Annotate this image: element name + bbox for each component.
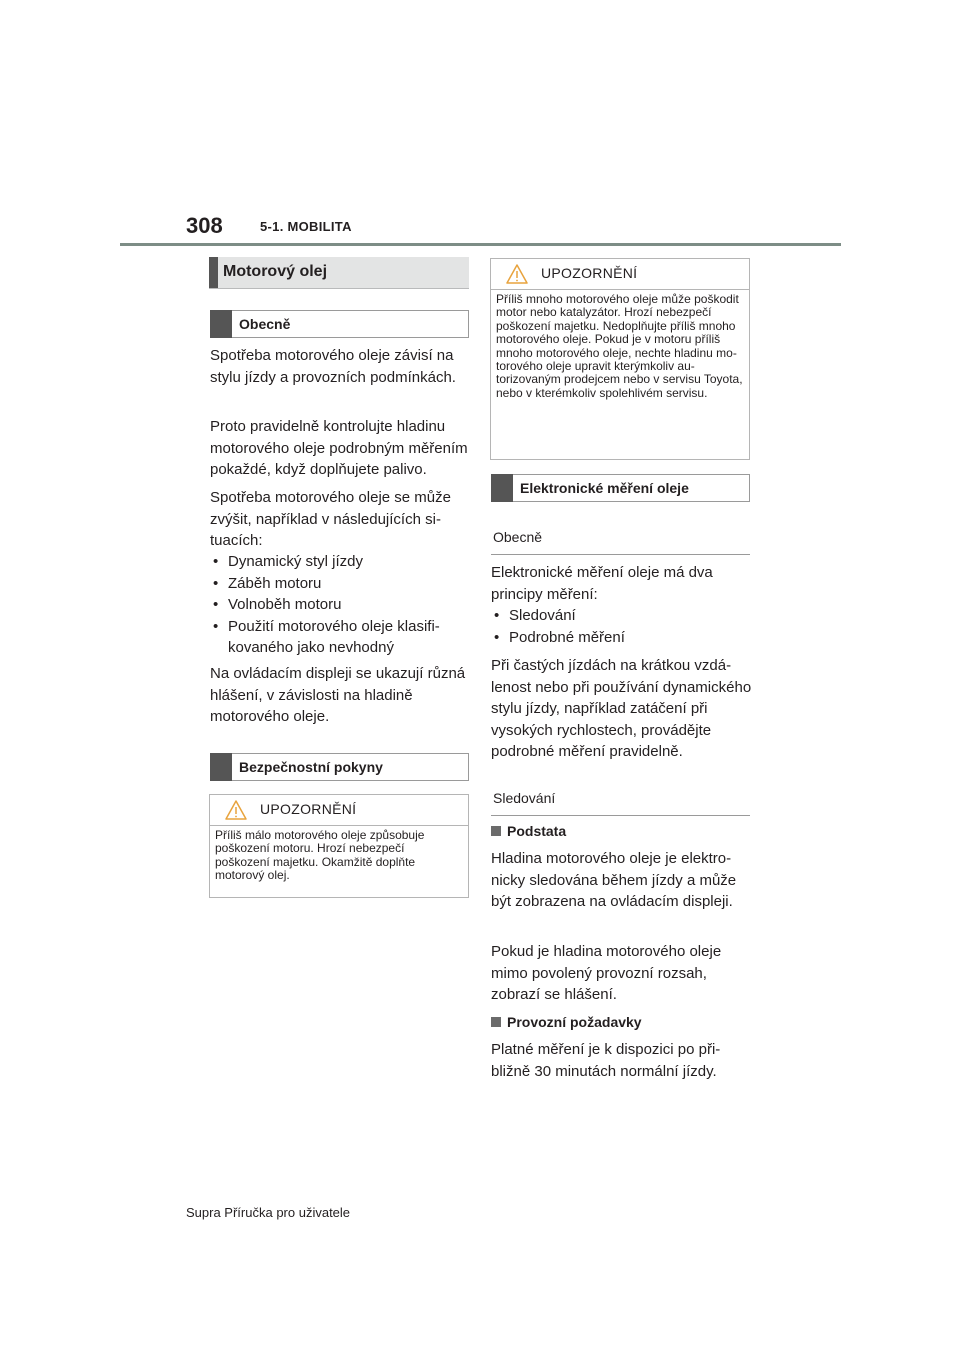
warning-title: UPOZORNĚNÍ (260, 801, 357, 817)
paragraph: Při častých jízdách na krátkou vzdálenost nebo při používání dynamického stylu jízdy, například zatáčení při vysokých rychlostech, provádějte podrobné měření pravidelně. (491, 657, 752, 760)
subheading-general (491, 523, 750, 555)
paragraph: Spotřeba motorového oleje se může zvýšit, například v následujících situacích: (210, 489, 451, 549)
list-item: • Sledování (491, 605, 753, 627)
square-bullet-icon (491, 1017, 501, 1027)
warning-header (210, 795, 468, 826)
warning-header (491, 259, 749, 290)
page-number: 308 (186, 213, 223, 238)
subheading-label: Obecně (493, 529, 543, 545)
warning-text: Příliš málo motorového oleje způsobuje poškození motoru. Hrozí nebezpečí poškození majetku. Okamžitě doplňte motorový olej. (215, 828, 425, 883)
warning-triangle-icon (224, 799, 248, 821)
paragraph: Pokud je hladina motorového oleje mimo povolený provozní rozsah, zobrazí se hlášení. (491, 943, 722, 1003)
footer-text: Supra Příručka pro uživatele (186, 1205, 351, 1220)
paragraph: Proto pravidelně kontrolujte hladinu motorového oleje podrobným měřením pokaždé, když doplňujete palivo. (210, 418, 468, 478)
minor-heading-requirements (491, 1014, 642, 1030)
chapter-title: 5-1. MOBILITA (260, 219, 352, 234)
subheading-label: Elektronické měření oleje (520, 480, 689, 496)
subheading-label: Sledování (493, 790, 556, 806)
list-item: • Podrobné měření (491, 627, 753, 649)
paragraph: Elektronické měření oleje má dva principy měření: (491, 564, 713, 603)
bullet-list (210, 551, 472, 659)
subheading-bar (210, 753, 232, 781)
warning-triangle-icon (505, 263, 529, 285)
list-item: • Použití motorového oleje klasifikovaného jako nevhodný (210, 616, 472, 659)
subheading-label: Obecně (239, 316, 291, 332)
paragraph: Spotřeba motorového oleje závisí na stylu jízdy a provozních podmínkách. (210, 347, 456, 386)
warning-title: UPOZORNĚNÍ (541, 265, 638, 281)
bullet-list (491, 605, 753, 648)
header-divider (120, 243, 841, 246)
list-item: • Dynamický styl jízdy (210, 551, 472, 573)
paragraph: Platné měření je k dispozici po přibližně 30 minutách normální jízdy. (491, 1041, 721, 1080)
section-heading-label: Motorový olej (223, 263, 328, 280)
section-heading-engine-oil (209, 257, 469, 289)
paragraph: Na ovládacím displeji se ukazují různá hlášení, v závislosti na hladině motorového oleje. (210, 665, 466, 725)
subheading-bar (210, 310, 232, 338)
list-item: • Záběh motoru (210, 573, 472, 595)
minor-heading-principle (491, 823, 566, 839)
subheading-bar (491, 474, 513, 502)
minor-heading-label: Podstata (507, 823, 567, 839)
subheading-monitoring (491, 784, 750, 816)
subheading-label: Bezpečnostní pokyny (239, 759, 383, 775)
subheading-electronic-measurement (491, 474, 750, 502)
warning-text: Příliš mnoho motorového oleje může poškodit motor nebo katalyzátor. Hrozí nebezpečí poškození majetku. Nedoplňujte příliš mnoho motorového oleje. Pokud je v motoru příliš mnoho motorového oleje, nechte hladinu motorového oleje upravit kterýmkoliv autorizovaným prodejcem nebo v servisu Toyota, nebo v kterémkoliv spolehlivém servisu. (496, 292, 743, 400)
minor-heading-label: Provozní požadavky (507, 1014, 642, 1030)
subheading-general (210, 310, 469, 338)
paragraph: Hladina motorového oleje je elektronicky sledována během jízdy a může být zobrazena na ovládacím displeji. (491, 850, 737, 910)
heading-bar (209, 257, 218, 288)
warning-box (209, 794, 469, 898)
square-bullet-icon (491, 826, 501, 836)
warning-box (490, 258, 750, 460)
list-item: • Volnoběh motoru (210, 594, 472, 616)
subheading-safety (210, 753, 469, 781)
